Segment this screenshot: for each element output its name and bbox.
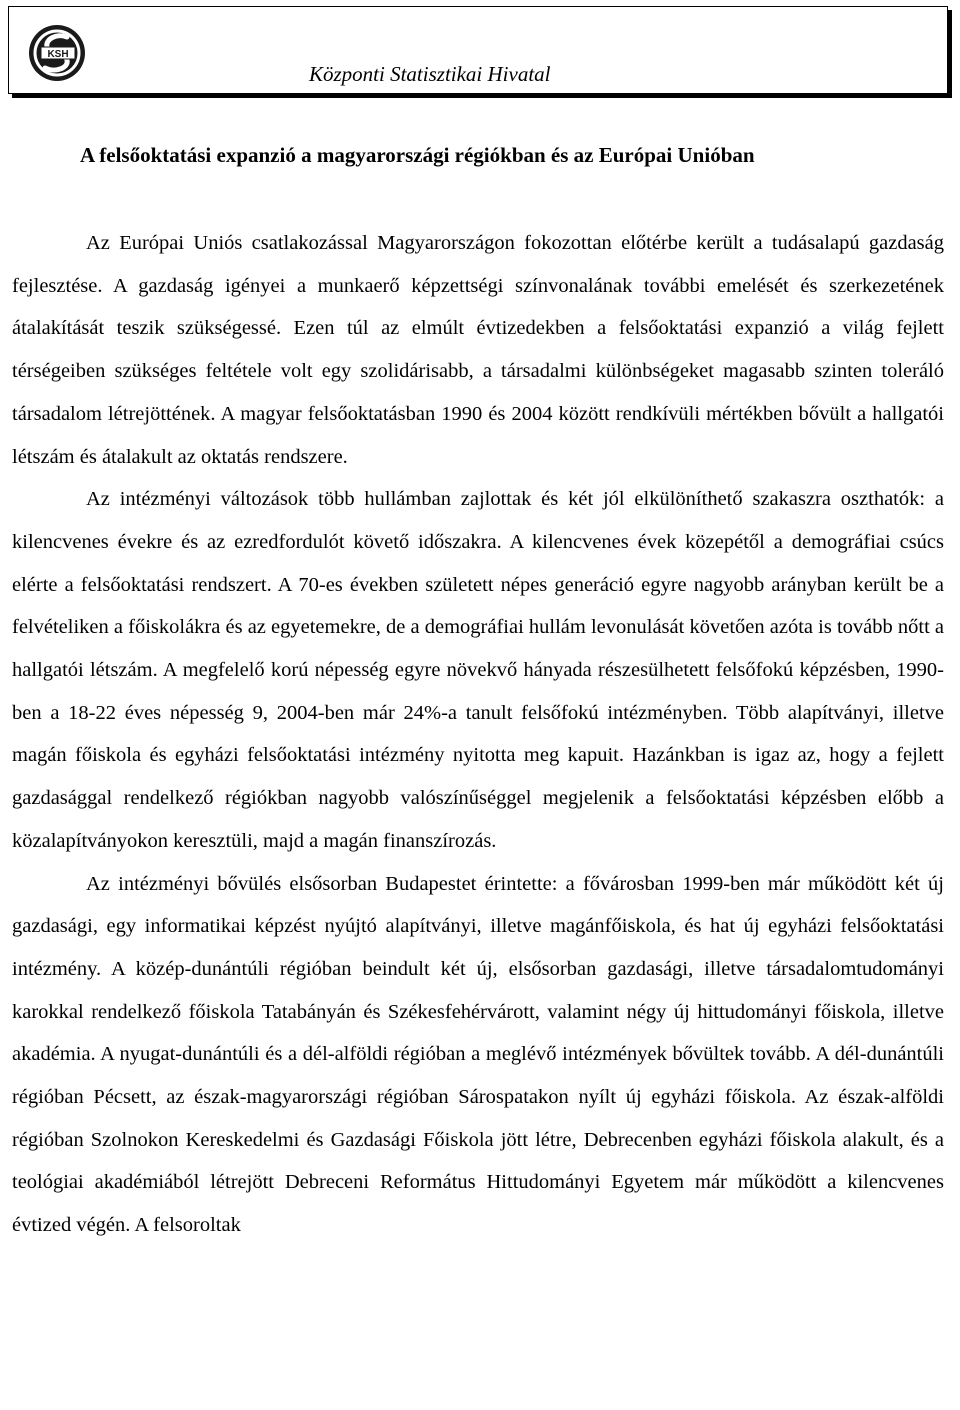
- document-body: [12, 222, 944, 1247]
- paragraph-3: Az intézményi bővülés elsősorban Budapestet érintette: a fővárosban 1999-ben már működött két új gazdasági, egy informatikai képzést nyújtó alapítványi, illetve magánfőiskola, és hat új egyházi felsőoktatási intézmény. A közép-dunántúli régióban beindult két új, elsősorban gazdasági, illetve társadalomtudományi karokkal rendelkező főiskola Tatabányán és Székesfehérvárott, valamint négy új hittudományi főiskola, illetve akadémia. A nyugat-dunántúli és a dél-alföldi régióban a meglévő intézmények bővültek tovább. A dél-dunántúli régióban Pécsett, az észak-magyarországi régióban Sárospatakon nyílt új egyházi főiskola. Az észak-alföldi régióban Szolnokon Kereskedelmi és Gazdasági Főiskola jött létre, Debrecenben egyházi főiskola alakult, és a teológiai akadémiából létrejött Debreceni Református Hittudományi Egyetem már működött a kilencvenes évtized végén. A felsoroltak: [12, 872, 944, 1237]
- ksh-logo-icon: [27, 23, 87, 83]
- header-box: [8, 6, 948, 94]
- org-name: Központi Statisztikai Hivatal: [309, 62, 551, 86]
- paragraph-2: Az intézményi változások több hullámban zajlottak és két jól elkülöníthető szakaszra oszthatók: a kilencvenes évekre és az ezredfordulót követő időszakra. A kilencvenes évek közepétől a demográfiai csúcs elérte a felsőoktatási rendszert. A 70-es években született népes generáció egyre nagyobb arányban került be a felvételiken a főiskolákra és az egyetemekre, de a demográfiai hullám levonulását követően azóta is tovább nőtt a hallgatói létszám. A megfelelő korú népesség egyre növekvő hányada részesülhetett felsőfokú képzésben, 1990-ben a 18-22 éves népesség 9, 2004-ben már 24%-a tanult felsőfokú intézményben. Több alapítványi, illetve magán főiskola és egyházi felsőoktatási intézmény nyitotta meg kapuit. Hazánkban is igaz az, hogy a fejlett gazdasággal rendelkező régiókban nagyobb valószínűséggel megjelenik a felsőoktatási képzésben előbb a közalapítványokon keresztüli, majd a magán finanszírozás.: [12, 488, 944, 852]
- paragraph-1: Az Európai Uniós csatlakozással Magyarországon fokozottan előtérbe került a tudásalapú gazdaság fejlesztése. A gazdaság igényei a munkaerő képzettségi színvonalának további emelését és szerkezetének átalakítását teszik szükségessé. Ezen túl az elmúlt évtizedekben a felsőoktatási expanzió a világ fejlett térségeiben szükséges feltétele volt egy szolidárisabb, a társadalmi különbségeket magasabb szinten toleráló társadalom létrejöttének. A magyar felsőoktatásban 1990 és 2004 között rendkívüli mértékben bővült a hallgatói létszám és átalakult az oktatás rendszere.: [12, 232, 944, 468]
- document-title: A felsőoktatási expanzió a magyarországi régiókban és az Európai Unióban: [80, 143, 755, 167]
- svg-text:KSH: KSH: [47, 49, 69, 60]
